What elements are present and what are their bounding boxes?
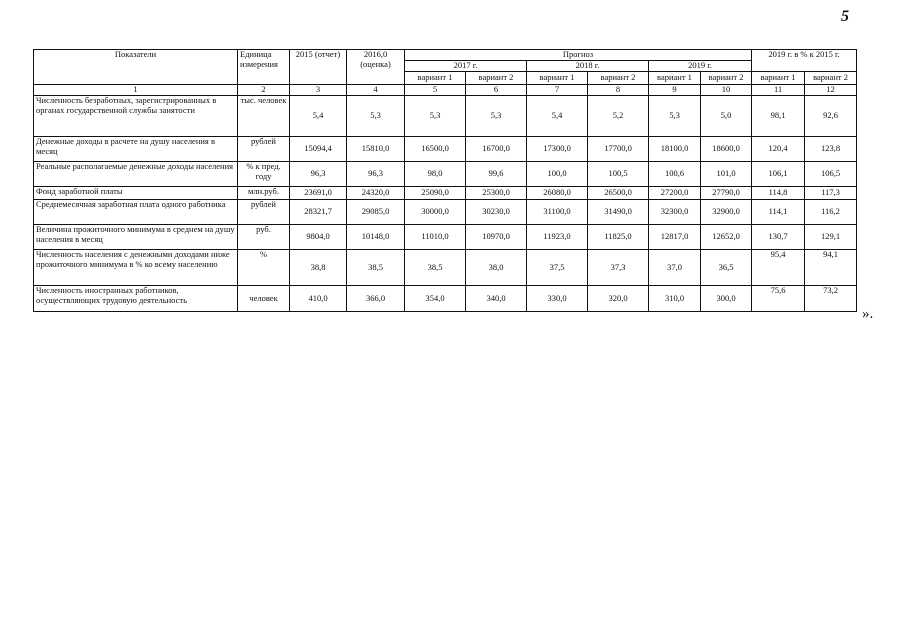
header-variant: вариант 1 <box>405 72 466 85</box>
page-number: 5 <box>841 8 849 25</box>
value-cell: 25090,0 <box>405 187 466 200</box>
row-label: Численность безработных, зарегистрированных в органах государственной службы занятости <box>34 96 238 137</box>
value-cell: 18100,0 <box>649 137 701 162</box>
value-cell: 130,7 <box>752 225 805 250</box>
value-cell: 38,8 <box>290 250 347 286</box>
value-cell: 98,1 <box>752 96 805 137</box>
table-row <box>34 96 857 137</box>
row-label: Численность населения с денежными доходами ниже прожиточного минимума в % ко всему населению <box>34 250 238 286</box>
value-cell: 100,5 <box>588 162 649 187</box>
header-variant: вариант 1 <box>527 72 588 85</box>
table-row <box>34 225 857 250</box>
header-2018: 2018 г. <box>527 61 649 72</box>
column-number: 12 <box>805 85 857 96</box>
value-cell: 32900,0 <box>701 200 752 225</box>
value-cell: 17700,0 <box>588 137 649 162</box>
row-unit: рублей <box>238 200 290 225</box>
value-cell: 10970,0 <box>466 225 527 250</box>
value-cell: 26500,0 <box>588 187 649 200</box>
row-unit: тыс. человек <box>238 96 290 137</box>
value-cell: 11923,0 <box>527 225 588 250</box>
value-cell: 5,4 <box>290 96 347 137</box>
value-cell: 10148,0 <box>347 225 405 250</box>
row-unit: руб. <box>238 225 290 250</box>
value-cell: 95,4 <box>752 250 805 286</box>
value-cell: 5,3 <box>649 96 701 137</box>
value-cell: 32300,0 <box>649 200 701 225</box>
value-cell: 37,3 <box>588 250 649 286</box>
value-cell: 9804,0 <box>290 225 347 250</box>
row-label: Фонд заработной платы <box>34 187 238 200</box>
value-cell: 94,1 <box>805 250 857 286</box>
value-cell: 114,1 <box>752 200 805 225</box>
row-label: Величина прожиточного минимума в среднем на душу населения в месяц <box>34 225 238 250</box>
header-2015: 2015 (отчет) <box>290 50 347 85</box>
column-number: 9 <box>649 85 701 96</box>
value-cell: 28321,7 <box>290 200 347 225</box>
value-cell: 16500,0 <box>405 137 466 162</box>
value-cell: 99,6 <box>466 162 527 187</box>
column-number: 4 <box>347 85 405 96</box>
table-row <box>34 250 857 286</box>
value-cell: 96,3 <box>347 162 405 187</box>
value-cell: 106,1 <box>752 162 805 187</box>
row-label: Численность иностранных работников, осуществляющих трудовую деятельность <box>34 286 238 312</box>
value-cell: 73,2 <box>805 286 857 312</box>
value-cell: 96,3 <box>290 162 347 187</box>
value-cell: 12817,0 <box>649 225 701 250</box>
value-cell: 30000,0 <box>405 200 466 225</box>
value-cell: 129,1 <box>805 225 857 250</box>
header-forecast: Прогноз <box>405 50 752 61</box>
value-cell: 5,2 <box>588 96 649 137</box>
row-unit: % <box>238 250 290 286</box>
value-cell: 5,4 <box>527 96 588 137</box>
header-ratio: 2019 г. в % к 2015 г. <box>752 50 857 72</box>
value-cell: 100,6 <box>649 162 701 187</box>
row-unit: млн.руб. <box>238 187 290 200</box>
row-label: Реальные располагаемые денежные доходы населения <box>34 162 238 187</box>
value-cell: 410,0 <box>290 286 347 312</box>
value-cell: 98,0 <box>405 162 466 187</box>
value-cell: 17300,0 <box>527 137 588 162</box>
value-cell: 320,0 <box>588 286 649 312</box>
forecast-table <box>33 49 857 312</box>
value-cell: 92,6 <box>805 96 857 137</box>
row-unit: рублей <box>238 137 290 162</box>
value-cell: 75,6 <box>752 286 805 312</box>
value-cell: 12652,0 <box>701 225 752 250</box>
table-row <box>34 137 857 162</box>
table-row <box>34 200 857 225</box>
value-cell: 31100,0 <box>527 200 588 225</box>
value-cell: 106,5 <box>805 162 857 187</box>
value-cell: 38,0 <box>466 250 527 286</box>
value-cell: 100,0 <box>527 162 588 187</box>
header-2017: 2017 г. <box>405 61 527 72</box>
value-cell: 340,0 <box>466 286 527 312</box>
value-cell: 18600,0 <box>701 137 752 162</box>
value-cell: 11825,0 <box>588 225 649 250</box>
value-cell: 354,0 <box>405 286 466 312</box>
value-cell: 5,3 <box>466 96 527 137</box>
value-cell: 310,0 <box>649 286 701 312</box>
header-2019: 2019 г. <box>649 61 752 72</box>
value-cell: 25300,0 <box>466 187 527 200</box>
value-cell: 5,3 <box>405 96 466 137</box>
value-cell: 26080,0 <box>527 187 588 200</box>
table-row <box>34 162 857 187</box>
value-cell: 366,0 <box>347 286 405 312</box>
value-cell: 37,0 <box>649 250 701 286</box>
header-variant: вариант 2 <box>588 72 649 85</box>
column-number: 2 <box>238 85 290 96</box>
header-indicators: Показатели <box>34 50 238 85</box>
row-label: Среднемесячная заработная плата одного работника <box>34 200 238 225</box>
header-variant: вариант 1 <box>752 72 805 85</box>
closing-quote-mark: ». <box>862 306 874 322</box>
column-number: 1 <box>34 85 238 96</box>
value-cell: 27200,0 <box>649 187 701 200</box>
table-row <box>34 187 857 200</box>
value-cell: 38,5 <box>347 250 405 286</box>
header-variant: вариант 2 <box>805 72 857 85</box>
column-number: 3 <box>290 85 347 96</box>
value-cell: 300,0 <box>701 286 752 312</box>
value-cell: 16700,0 <box>466 137 527 162</box>
value-cell: 330,0 <box>527 286 588 312</box>
value-cell: 36,5 <box>701 250 752 286</box>
column-number: 8 <box>588 85 649 96</box>
row-unit: человек <box>238 286 290 312</box>
column-number: 10 <box>701 85 752 96</box>
value-cell: 15810,0 <box>347 137 405 162</box>
value-cell: 120,4 <box>752 137 805 162</box>
column-number: 11 <box>752 85 805 96</box>
header-2016: 2016,0 (оценка) <box>347 50 405 85</box>
header-variant: вариант 2 <box>701 72 752 85</box>
value-cell: 30230,0 <box>466 200 527 225</box>
value-cell: 31490,0 <box>588 200 649 225</box>
column-number: 6 <box>466 85 527 96</box>
value-cell: 5,0 <box>701 96 752 137</box>
header-unit: Единица измерения <box>238 50 290 85</box>
value-cell: 117,3 <box>805 187 857 200</box>
value-cell: 114,8 <box>752 187 805 200</box>
value-cell: 5,3 <box>347 96 405 137</box>
value-cell: 23691,0 <box>290 187 347 200</box>
column-number: 7 <box>527 85 588 96</box>
table-row <box>34 286 857 312</box>
value-cell: 116,2 <box>805 200 857 225</box>
row-label: Денежные доходы в расчете на душу населения в месяц <box>34 137 238 162</box>
value-cell: 15094,4 <box>290 137 347 162</box>
value-cell: 27790,0 <box>701 187 752 200</box>
row-unit: % к пред. году <box>238 162 290 187</box>
value-cell: 38,5 <box>405 250 466 286</box>
value-cell: 37,5 <box>527 250 588 286</box>
header-variant: вариант 2 <box>466 72 527 85</box>
value-cell: 11010,0 <box>405 225 466 250</box>
value-cell: 101,0 <box>701 162 752 187</box>
value-cell: 29085,0 <box>347 200 405 225</box>
header-variant: вариант 1 <box>649 72 701 85</box>
column-number: 5 <box>405 85 466 96</box>
value-cell: 123,8 <box>805 137 857 162</box>
value-cell: 24320,0 <box>347 187 405 200</box>
